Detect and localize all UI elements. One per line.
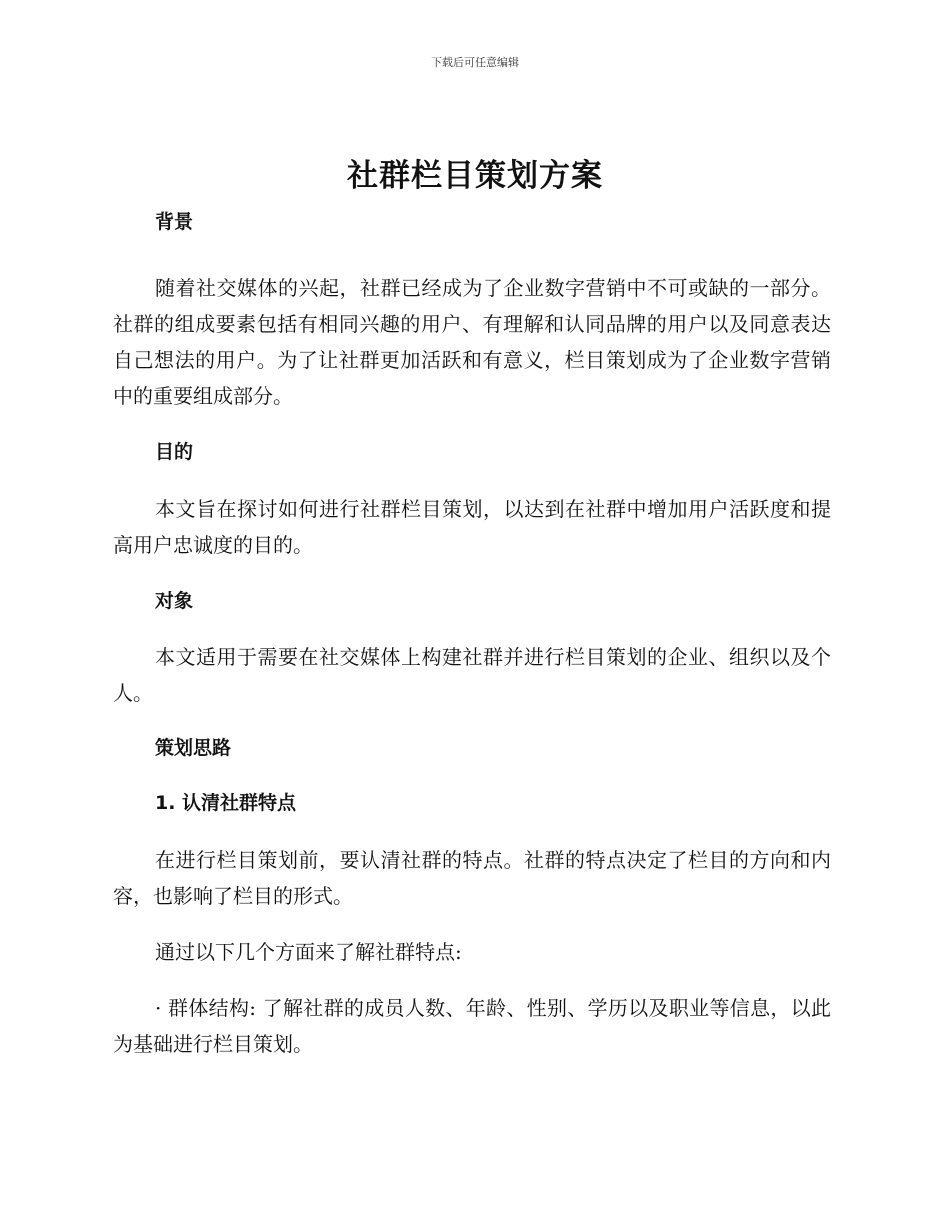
section-heading-plan: 策划思路 xyxy=(155,737,232,759)
document-title: 社群栏目策划方案 xyxy=(347,158,603,194)
section-heading-audience: 对象 xyxy=(155,590,194,612)
paragraph-audience: 本文适用于需要在社交媒体上构建社群并进行栏目策划的企业、组织以及个人。 xyxy=(113,645,831,705)
paragraph-sub1: 在进行栏目策划前，要认清社群的特点。社群的特点决定了栏目的方向和内容，也影响了栏目的形式。 xyxy=(113,848,831,908)
section-heading-background: 背景 xyxy=(155,211,194,233)
section-heading-goal: 目的 xyxy=(155,441,194,463)
page-header-note: 下载后可任意编辑 xyxy=(431,56,519,69)
subsection-heading-1: 1. 认清社群特点 xyxy=(155,792,297,814)
paragraph-ways: 通过以下几个方面来了解社群特点: xyxy=(155,940,462,964)
paragraph-goal: 本文旨在探讨如何进行社群栏目策划，以达到在社群中增加用户活跃度和提高用户忠诚度的目的。 xyxy=(113,497,831,557)
bullet-item-group-structure: · 群体结构: 了解社群的成员人数、年龄、性别、学历以及职业等信息，以此为基础进行栏目策划。 xyxy=(113,996,831,1056)
document-body xyxy=(113,208,831,1062)
paragraph-background: 随着社交媒体的兴起，社群已经成为了企业数字营销中不可或缺的一部分。社群的组成要素包括有相同兴趣的用户、有理解和认同品牌的用户以及同意表达自己想法的用户。为了让社群更加活跃和有意义，栏目策划成为了企业数字营销中的重要组成部分。 xyxy=(113,276,831,408)
